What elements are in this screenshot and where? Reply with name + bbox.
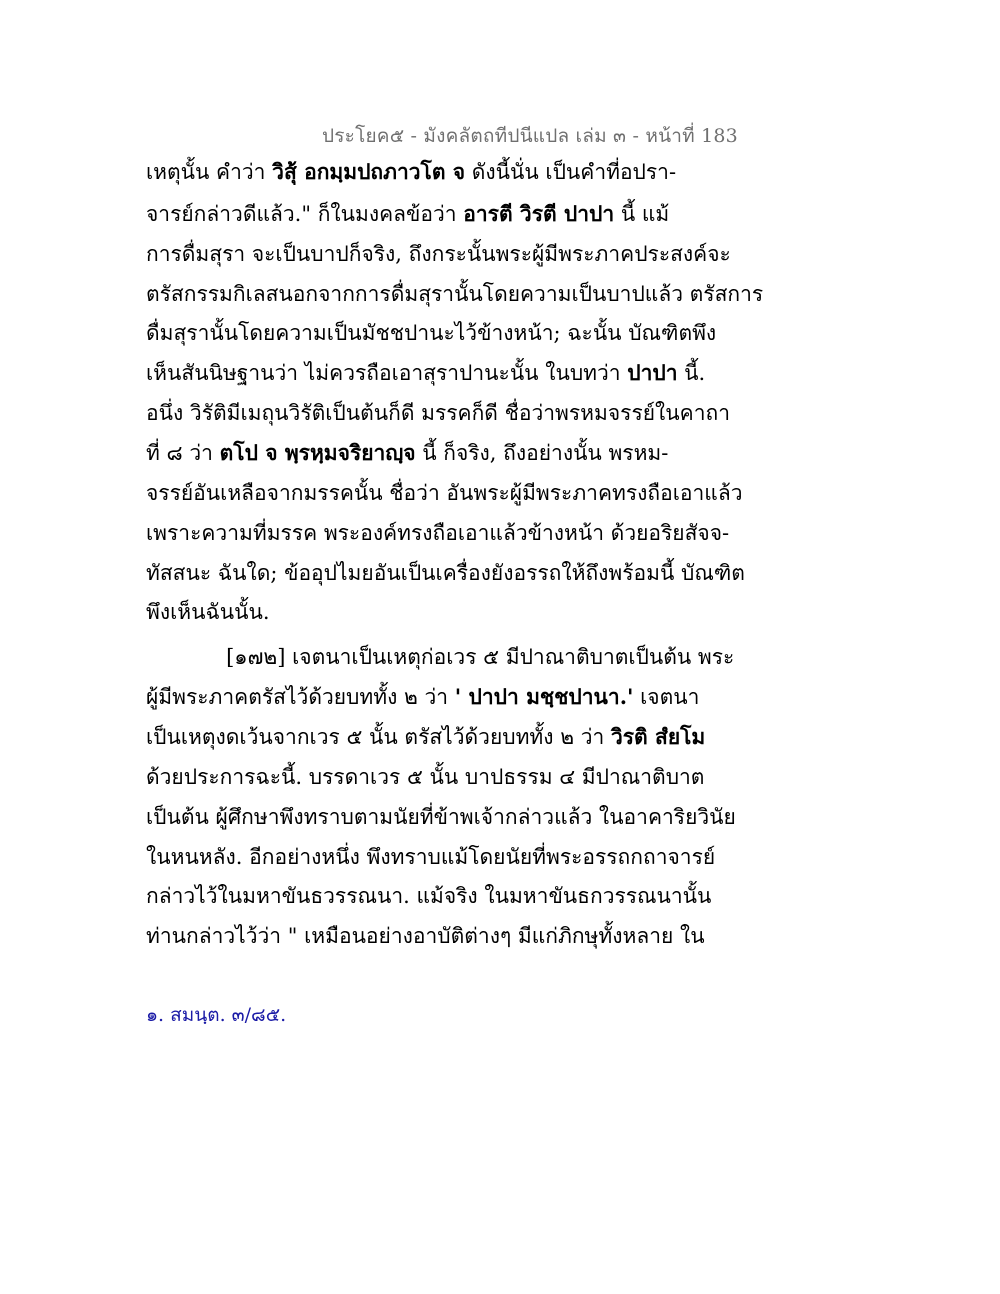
pali-term: วิรติ สํยโม <box>610 724 706 749</box>
pali-term: ปาปา <box>627 360 678 385</box>
text-segment: เจตนา <box>633 685 700 709</box>
pali-term: วิสุ้ อกมฺมปถภาวโต จ <box>272 159 466 184</box>
text-segment: อนึ่ง วิรัติมีเมถุนวิรัติเป็นต้นก็ดี มรรคก็ดี ชื่อว่าพรหมจรรย์ในคาถา <box>146 401 730 425</box>
text-line <box>146 922 705 950</box>
text-segment: ผู้มีพระภาคตรัสไว้ด้วยบททั้ง ๒ ว่า <box>146 685 455 709</box>
text-segment: เป็นต้น ผู้ศึกษาพึงทราบตามนัยที่ข้าพเจ้ากล่าวแล้ว ในอาคาริยวินัย <box>146 805 736 829</box>
text-segment: ด้วยประการฉะนี้. บรรดาเวร ๕ นั้น บาปธรรม ๔ มีปาณาติบาต <box>146 765 705 789</box>
text-line <box>146 843 715 871</box>
text-segment: จารย์กล่าวดีแล้ว." ก็ในมงคลข้อว่า <box>146 202 464 226</box>
text-line <box>146 723 705 751</box>
pali-term: ตโป จ พฺรหฺมจริยาญฺจ <box>219 440 416 465</box>
text-line <box>146 882 711 910</box>
text-segment: ที่ ๘ ว่า <box>146 441 220 465</box>
text-line <box>146 763 704 791</box>
text-segment: การดื่มสุรา จะเป็นบาปก็จริง, ถึงกระนั้นพระผู้มีพระภาคประสงค์จะ <box>146 242 731 266</box>
footnote: ๑. สมนฺต. ๓/๘๕. <box>146 1004 287 1026</box>
text-line <box>146 240 731 268</box>
text-line <box>146 158 676 186</box>
text-line <box>146 280 763 308</box>
text-segment: ตรัสกรรมกิเลสนอกจากการดื่มสุรานั้นโดยความเป็นบาปแล้ว ตรัสการ <box>146 282 764 306</box>
text-line <box>146 643 734 671</box>
text-line <box>146 559 745 587</box>
text-line <box>146 439 668 467</box>
text-segment: ท่านกล่าวไว้ว่า " เหมือนอย่างอาบัติต่างๆ มีแก่ภิกษุทั้งหลาย ใน <box>146 924 705 948</box>
text-segment: จรรย์อันเหลือจากมรรคนั้น ชื่อว่า อันพระผู้มีพระภาคทรงถือเอาแล้ว <box>146 481 743 505</box>
text-segment: [๑๗๒] เจตนาเป็นเหตุก่อเวร ๕ มีปาณาติบาตเป็นต้น พระ <box>146 645 735 669</box>
text-segment: ทัสสนะ ฉันใด; ข้ออุปไมยอันเป็นเครื่องยังอรรถให้ถึงพร้อมนี้ บัณฑิต <box>146 561 745 585</box>
pali-term: ' ปาปา มชฺชปานา.' <box>454 684 634 709</box>
text-segment: นี้ ก็จริง, ถึงอย่างนั้น พรหม- <box>415 441 669 465</box>
text-line <box>146 399 730 427</box>
text-segment: ดังนี้นั่น เป็นคำที่อปรา- <box>465 160 677 184</box>
text-line <box>146 803 736 831</box>
text-line <box>146 200 669 228</box>
page-header: ประโยค๕ - มังคลัตถทีปนีแปล เล่ม ๓ - หน้าที่ 183 <box>322 125 738 147</box>
text-segment: ดื่มสุรานั้นโดยความเป็นมัชชปานะไว้ข้างหน้า; ฉะนั้น บัณฑิตพึง <box>146 321 717 345</box>
text-segment: นี้ แม้ <box>614 202 670 226</box>
text-segment: เป็นเหตุงดเว้นจากเวร ๕ นั้น ตรัสไว้ด้วยบททั้ง ๒ ว่า <box>146 725 611 749</box>
pali-term: อารตี วิรตี ปาปา <box>463 201 615 226</box>
text-line <box>146 319 716 347</box>
text-line <box>146 683 699 711</box>
text-segment: เหตุนั้น คำว่า <box>146 160 273 184</box>
text-line <box>146 359 705 387</box>
text-segment: พึงเห็นฉันนั้น. <box>146 600 270 624</box>
text-segment: นี้. <box>677 361 706 385</box>
text-line <box>146 598 270 626</box>
text-segment: กล่าวไว้ในมหาขันธวรรณนา. แม้จริง ในมหาขันธกวรรณนานั้น <box>146 884 712 908</box>
text-segment: เห็นสันนิษฐานว่า ไม่ควรถือเอาสุราปานะนั้น ในบทว่า <box>146 361 628 385</box>
text-line <box>146 479 743 507</box>
text-segment: ในหนหลัง. อีกอย่างหนึ่ง พึงทราบแม้โดยนัยที่พระอรรถกถาจารย์ <box>146 845 716 869</box>
text-line <box>146 519 729 547</box>
text-segment: เพราะความที่มรรค พระองค์ทรงถือเอาแล้วข้างหน้า ด้วยอริยสัจจ- <box>146 521 730 545</box>
